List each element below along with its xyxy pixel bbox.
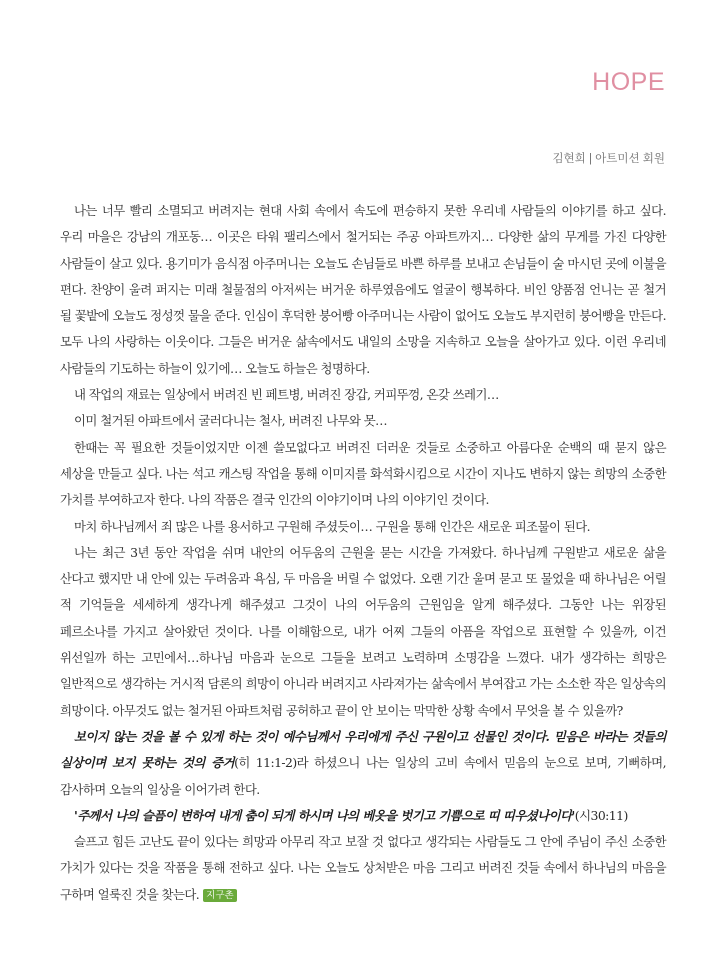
paragraph: 내 작업의 재료는 일상에서 버려진 빈 페트병, 버려진 장갑, 커피뚜껑, 온갖 쓰레기… xyxy=(74,387,499,403)
author-byline: 김현희 | 아트미션 회원 xyxy=(552,153,665,165)
paragraph xyxy=(60,803,666,829)
paragraph: 나는 최근 3년 동안 작업을 쉬며 내안의 어두움의 근원을 묻는 시간을 가져왔다. 하나님께 구원받고 새로운 삶을 산다고 했지만 내 안에 있는 두려움과 욕심, 두 마음을 버릴 수 없었다. 오랜 기간 울며 묻고 또 물었을 때 하나님은 어릴 적 기억들을 세세하게 생각나게 해주셨고 그것이 나의 어두움의 근원임을 알게 해주셨다. 그동안 나는 위장된 페르소나를 가지고 살아왔던 것이다. 나를 이해함으로, 내가 어찌 그들의 아픔을 작업으로 표현할 수 있을까, 이건 위선일까 하는 고민에서…하나님 마음과 눈으로 그들을 보려고 노력하며 소명감을 느꼈다. 내가 생각하는 희망은 일반적으로 생각하는 거시적 담론의 희망이 아니라 버려지고 사라져가는 삶속에서 부여잡고 가는 소소한 작은 일상속의 희망이다. 아무것도 없는 철거된 아파트처럼 공허하고 끝이 안 보이는 막막한 상황 속에서 무엇을 볼 수 있을까? xyxy=(60,544,666,718)
paragraph: 이미 철거된 아파트에서 굴러다니는 철사, 버려진 나무와 못… xyxy=(74,413,388,429)
scripture-reference: (시30:11) xyxy=(574,807,628,823)
page-title: HOPE xyxy=(592,68,665,96)
paragraph-text: (히 11:1-2)라 하셨으니 나는 일상의 고비 속에서 믿음의 눈으로 보며, 기뻐하며, 감사하며 오늘의 일상을 이어가려 한다. xyxy=(60,755,666,797)
paragraph: 나는 너무 빨리 소멸되고 버려지는 현대 사회 속에서 속도에 편승하지 못한 우리네 사람들의 이야기를 하고 싶다. 우리 마을은 강남의 개포동… 이곳은 타워 팰리스에서 철거되는 주공 아파트까지… 다양한 삶의 무게를 가진 다양한 사람들이 살고 있다. 용기미가 음식점 아주머니는 오늘도 손님들로 바쁜 하루를 보내고 손님들이 술 마시던 곳에 이불을 편다. 찬양이 울려 퍼지는 미래 철물점의 아저씨는 버거운 하루였음에도 얼굴이 행복하다. 비인 양품점 언니는 곧 철거 될 꽃밭에 오늘도 정성껏 물을 준다. 인심이 후덕한 붕어빵 아주머니는 사람이 없어도 오늘도 부지런히 붕어빵을 만든다. 모두 나의 사랑하는 이웃이다. 그들은 버거운 삶속에서도 내일의 소망을 지속하고 오늘을 살아가고 있다. 이런 우리네 사람들의 기도하는 하늘이 있기에… 오늘도 하늘은 청명하다. xyxy=(60,203,666,376)
paragraph: 마치 하나님께서 죄 많은 나를 용서하고 구원해 주셨듯이… 구원을 통해 인간은 새로운 피조물이 된다. xyxy=(74,518,591,534)
paragraph: 한때는 꼭 필요한 것들이었지만 이젠 쓸모없다고 버려진 더러운 것들로 소중하고 아름다운 순백의 때 묻지 않은 세상을 만들고 싶다. 나는 석고 캐스팅 작업을 통해 이미지를 화석화시킴으로 시간이 지나도 변하지 않는 희망의 소중한 가치를 부여하고자 한다. 나의 작품은 결국 인간의 이야기이며 나의 이야기인 것이다. xyxy=(60,439,666,508)
section-end-tag: 지구촌 xyxy=(203,889,237,902)
scripture-quote: '주께서 나의 슬픔이 변하여 내게 춤이 되게 하시며 나의 베옷을 벗기고 기쁨으로 띠 띠우셨나이다' xyxy=(74,807,575,823)
emphasized-quote: 보이지 않는 것을 볼 수 있게 하는 것이 예수님께서 우리에게 주신 구원이고 선물인 것이다. 믿음은 바라는 것들의 실상이며 보지 못하는 것의 증거 xyxy=(60,728,666,771)
paragraph xyxy=(60,724,666,803)
paragraph-text: 슬프고 힘든 고난도 끝이 있다는 희망과 아무리 작고 보잘 것 없다고 생각되는 사람들도 그 안에 주님이 주신 소중한 가치가 있다는 것을 작품을 통해 전하고 싶다. 나는 오늘도 상처받은 마음 그리고 버려진 것들 속에서 하나님의 마음을 구하며 얼룩진 것을 찾는다. xyxy=(60,834,666,902)
article-body xyxy=(60,198,666,908)
paragraph xyxy=(60,829,666,908)
